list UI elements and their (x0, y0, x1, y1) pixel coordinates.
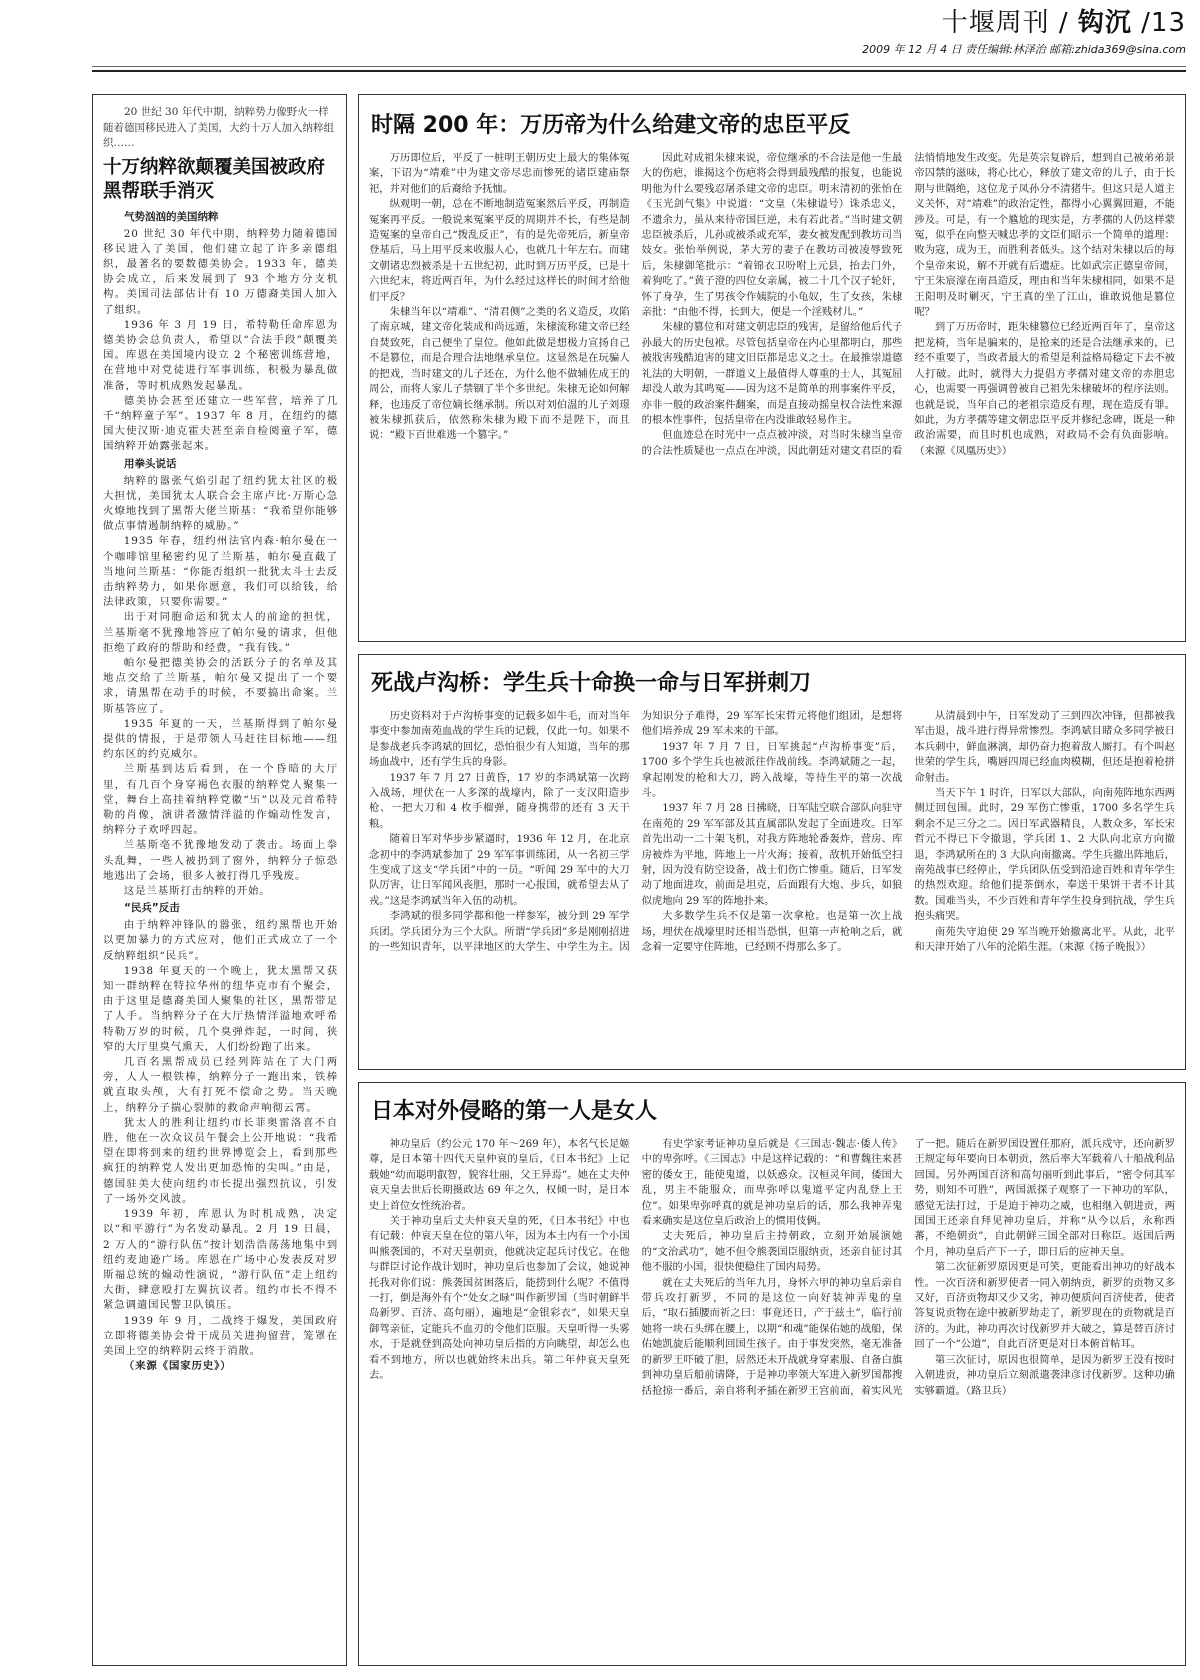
article-body (359, 1137, 1185, 1399)
paragraph: 到了万历帝时，距朱棣篡位已经近两百年了，皇帝这把龙椅，当年是骗来的，是抢来的还是合法继承来的，已经不重要了，当政者最大的希望是利益格局稳定下去不被人打破。此时，就得大力提倡方孝孺对建文帝的赤胆忠心，也需要一再强调曾被自己祖先朱棣破坏的程序法则。也就是说，当年自己的老祖宗造反有理，现在造反有罪。如此，为方孝孺等建文朝忠臣平反并修纪念碑，既是一种政治需要，而且时机也成熟，对政局不会有负面影响。（来源《凤凰历史》） (914, 321, 1175, 457)
paragraph: 随着日军对华步步紧逼时，1936 年 12 月，在北京念初中的李鸿斌参加了 29 军军事训练团，从一名初三学生变成了这支“学兵团”中的一员。“听闻 29 军中的大刀队厉害，让日军闻风丧胆，那时一心报国，就希望去从了戎。”这是李鸿斌当年入伍的动机。 (369, 833, 630, 907)
article-title: 时隔 200 年：万历帝为什么给建文帝的忠臣平反 (371, 113, 851, 138)
paragraph: 1937 年 7 月 7 日，日军挑起“卢沟桥事变”后，1700 多个学生兵也被派往作战前线。李鸿斌随之一起，拿起刚发的枪和大刀，跨入战壕，等待生平的第一次战斗。 (641, 740, 903, 800)
source-credit: （来源《国家历史》） (123, 1360, 232, 1373)
left-article (92, 94, 347, 1666)
paragraph: 1935 年夏的一天，兰基斯得到了帕尔曼提供的情报，于是带领人马赶往目标地——纽约东区的约克威尔。 (103, 717, 338, 761)
article-title: 死战卢沟桥：学生兵十命换一命与日军拼刺刀 (371, 671, 812, 696)
paragraph: 1939 年 9 月，二战终于爆发，美国政府立即将德美协会骨干成员关进拘留营，笼罩在美国上空的纳粹阴云终于消散。 (103, 1314, 338, 1357)
section-subheading: 用拳头说话 (124, 457, 177, 470)
paragraph: 1938 年夏天的一个晚上，犹太黑帮又获知一群纳粹在特拉华州的纽华克市有个聚会，由于这里是德裔美国人聚集的社区，黑帮带足了人手。当纳粹分子在大厅热情洋溢地欢呼希特勒万岁的时候，几个臭弹炸起，一时间，狭窄的大厅里臭气熏天，人们纷纷跑了出来。 (103, 964, 338, 1053)
paragraph: 大多数学生兵不仅是第一次拿枪。也是第一次上战场，埋伏在战壕里时还相当恐惧，但第一声枪响之后，就念着一定要守住阵地，已经顾不得那么多了。 (641, 910, 903, 954)
paragraph: 德美协会甚至还建立一些军营，培养了几千“纳粹童子军”。1937 年 8 月，在纽约的德国大使汉斯·迪克霍夫甚至亲自检阅童子军，德国纳粹开始露张起来。 (103, 394, 338, 453)
section-subheading: 气势汹汹的美国纳粹 (124, 210, 219, 223)
paragraph: 万历即位后，平反了一桩明王朝历史上最大的集体冤案，下诏为“靖难”中为建文帝尽忠而惨死的诸臣建庙祭祀，并对他们的后裔给予抚恤。 (369, 152, 630, 195)
paragraph: 李鸿斌的很多同学都和他一样参军，被分到 29 军学兵团。学兵团分为三个大队。所谓“学兵团”多是刚刚招进的一些知识青年，以平津地区的大学生、中学生为主。因为知识分子难得，29 军军长宋哲元将他们组团，是想将他们培养成 29 军未来的干部。 (369, 710, 903, 954)
header-rule (92, 66, 1186, 67)
article-jingu (358, 1082, 1186, 1666)
issue-meta: 2009 年 12 月 4 日 责任编辑:林泽治 邮箱:zhida369@sina.com (862, 43, 1186, 56)
paragraph: 犹太人的胜利让纽约市长菲奥雷洛喜不自胜，他在一次众议员午餐会上公开地说：“我希望在即将到来的纽约世界博览会上，看到那些疯狂的纳粹党人发出更加恐怖的尖叫。”由是，德国驻美大使向纽约市长提出强烈抗议，引发了一场外交风波。 (103, 1116, 338, 1205)
paragraph: 这是兰基斯打击纳粹的开始。 (123, 885, 271, 898)
paragraph: 1937 年 7 月 27 日黄昏，17 岁的李鸿斌第一次跨入战场，埋伏在一人多深的战壕内，除了一支汉阳造步枪、一把大刀和 4 枚手榴弹，随身携带的还有 3 天干粮。 (369, 771, 630, 830)
paragraph: 出于对同胞命运和犹太人的前途的担忧，兰基斯毫不犹豫地答应了帕尔曼的请求，但他拒绝了政府的帮助和经费，“我有钱。” (103, 611, 338, 654)
paragraph: 历史资料对于卢沟桥事变的记载多如牛毛，而对当年事变中参加南苑血战的学生兵的记载，仅此一句。如果不是参战老兵李鸿斌的回忆，恐怕很少有人知道，当年的那场血战中，还有学生兵的身影。 (369, 710, 630, 769)
paragraph: 神功皇后（约公元 170 年～269 年），本名气长足姬尊，是日本第十四代天皇仲哀的皇后，《日本书纪》上记载她“幼而聪明叡智，貌容壮丽，父王异焉”。她在丈夫仲哀天皇去世后长期摄政达 69 年之久，权倾一时，是日本史上首位女性统治者。 (369, 1138, 630, 1212)
paragraph: 几百名黑帮成员已经列阵站在了大门两旁，人人一根铁棒，纳粹分子一跑出来，铁棒就直取头颅，大有打死不偿命之势。当天晚上，纳粹分子揣心裂肺的救命声响彻云霄。 (103, 1056, 338, 1114)
paragraph: 帕尔曼把德美协会的活跃分子的名单及其地点交给了兰斯基，帕尔曼又提出了一个要求，请黑帮在动手的时候，不要搞出命案。兰斯基答应了。 (103, 656, 338, 715)
paragraph: 就在丈夫死后的当年九月，身怀六甲的神功皇后亲自带兵攻打新罗，不同的是这位一向好装神弄鬼的皇后，“取石插腰而祈之曰：事竟还日，产于兹土”，临行前她将一块石头绑在腰上，以期“和魂”能保佑她的战船，保佑她凯旋后能顺利回国生孩子。由于事发突然，毫无准备的新罗王吓破了胆，居然还未开战就身穿素服、自备白旗到神功皇后船前请降，于是神功率领大军进入新罗国都搜括抢掠一番后，亲自将利矛插在新罗王宫前面，着实风光了一把。随后在新罗国设置任那府，派兵戍守，还向新罗王规定每年要向日本朝贡，然后率大军载着八十船战利品回国。另外两国百济和高句丽听到此事后，“密令伺其军势，则知不可胜”，两国派探子观察了一下神功的军队，感觉无法打过，于是迫于神功之威，也相继入朝进贡，两国国王还亲自拜见神功皇后，并称“从今以后，永称西蕃，不绝朝贡”，自此朝鲜三国全部对日称臣。返国后两个月，神功皇后产下一子，即日后的应神天皇。 (641, 1138, 1175, 1397)
section-subheading: “民兵”反击 (124, 902, 180, 915)
paragraph: 有史学家考证神功皇后就是《三国志·魏志·倭人传》中的卑弥呼。《三国志》中是这样记载的：“和曹魏往来甚密的倭女王，能使鬼道，以妖惑众。汉桓灵年间，倭国大乱，男主不能服众，而卑弥呼以鬼道平定内乱登上王位”。如果卑弥呼真的就是神功皇后的话，那么我神弄鬼看来确实是这位皇后政治上的惯用伎俩。 (641, 1138, 903, 1228)
paragraph: 但血迹总在时光中一点点被冲淡，对当时朱棣当皇帝的合法性质疑也一点点在冲淡，因此朝廷对建文君臣的看法悄悄地发生改变。先是英宗复辟后，想到自己被弟弟景帝囚禁的滋味，将心比心，释放了建文帝的儿子，由于长期与世隔绝，这位龙子凤孙分不清猪牛。但这只是人道主义关怀，对“靖难”的政治定性，都得小心翼翼回避，不能涉及。可是，有一个尴尬的现实是，方孝孺的人仍这样蒙冤，似乎在向整天喊忠孝的文臣们昭示一个简单的道理：败为寇，成为王，而胜利者低头。这个结对朱棣以后的每个皇帝来说，解不开就有后遗症。比如武宗正德皇帝间，宁王朱宸濠在南昌造反，理由和当年朱棣相同，如果不是王阳明及时剿灭，宁王真的坐了江山，谁敢说他是篡位呢？ (641, 152, 1175, 457)
article-wanli (358, 94, 1186, 642)
paragraph: 1935 年春，纽约州法官内森·帕尔曼在一个咖啡馆里秘密约见了兰斯基，帕尔曼直截了当地问兰斯基：“你能否组织一批犹太斗士去反击纳粹势力，如果你愿意，我们可以给钱，给法律政策，只要你需要。” (103, 535, 338, 609)
header-rule-thick (92, 70, 1186, 72)
paragraph: 20 世纪 30 年代中期，纳粹势力随着德国移民进入了美国，他们建立起了许多亲德组织，最著名的要数德美协会。1933 年，德美协会成立，后来发展到了 93 个地方分支机构。美国司法部估计有 10 万德裔美国人加入了组织。 (103, 227, 338, 316)
left-article-title: 十万纳粹欲颠覆美国被政府黑帮联手消灭 (103, 156, 326, 202)
paragraph: 1936 年 3 月 19 日，希特勒任命库恩为德美协会总负责人，希望以“合法手段”颠覆美国。库恩在美国境内设立 2 个秘密训练营地，在营地中对党徒进行军事训练，积极为暴乱做准备，等时机成熟发起暴乱。 (103, 318, 338, 392)
paragraph: 丈夫死后，神功皇后主持朝政，立刻开始展演她的“文治武功”，她不但令熊袭国臣服纳贡，还亲自征讨其他不服的小国，很快便稳住了国内局势。 (641, 1230, 903, 1274)
article-lugouqiao (358, 654, 1186, 1070)
paragraph: 因此对成祖朱棣来说，帝位继承的不合法是他一生最大的伤疤，谁揭这个伤疤将会得到最残酷的报复，也能说明他为什么要残忍屠杀建文帝的忠臣。明末清初的张怡在《玉光剑气集》中说道：“文皇（朱棣谥号）诛杀忠义，不遗余力，虽从来待帝国巨逆，未有若此者。”当时建文朝忠臣被杀后，儿孙或被杀或充军，妻女被发配到教坊司当妓女。张怡举例说，茅大芳的妻子在教坊司被凌辱致死后，朱棣御笔批示：“着锦衣卫吩咐上元县，抬去门外，着狗吃了。”黄子澄的四位女亲属，被二十几个汉子轮奸，怀了身孕，生了男孩令作姨院的小龟奴，生了女孩，朱棣亲批：“由他不得，长到大，便是一个淫贱材儿。” (641, 152, 903, 319)
paragraph: 关于神功皇后丈夫仲哀天皇的死，《日本书纪》中也有记载：仲哀天皇在位的第八年，因为本土内有一个小国叫熊袭国的，不对天皇朝贡，他就决定起兵讨伐它。在他与群臣讨论作战计划时，神功皇后也参加了会议，她说神托我对你们说：熊袭国贫困落后，能捞到什么呢？不值得一打，倒是海外有个“处女之睩”叫作新罗国（当时朝鲜半岛新罗、百济、高句丽），遍地是“金银彩衣”，如果天皇御驾亲征，定能兵不血刃的令他们臣服。天皇听得一头雾水，于是就登到高处向神功皇后指的方向眺望，却怎么也看不到地方，所以也就始终未出兵。第二年仲哀天皇死去。 (369, 1215, 630, 1382)
paragraph: 1939 年初，库恩认为时机成熟，决定以“和平游行”为名发动暴乱。2 月 19 日晨，2 万人的“游行队伍”按计划浩浩荡荡地集中到纽约麦迪逊广场。库恩在广场中心发表反对罗斯福总统的煽动性演说，“游行队伍”走上纽约大街，肆意殴打左翼抗议者。纽约市长不得不紧急调遣国民警卫队镇压。 (103, 1208, 338, 1312)
paragraph: 兰斯基到达后看到，在一个昏暗的大厅里，有几百个身穿褐色衣服的纳粹党人聚集一堂，舞台上高挂着纳粹党徽“卐”以及元首希特勒的肖像，演讲者激情洋溢的作煽动性发言，纳粹分子欢呼四起。 (103, 763, 338, 837)
paragraph: 纳粹的嚣张气焰引起了纽约犹太社区的极大担忧，美国犹太人联合会主席卢比·万斯心急火燎地找到了黑帮大佬兰斯基：“我希望你能够做点事情遏制纳粹的威胁。” (103, 474, 338, 533)
paragraph: 第三次征讨，原因也很简单，是因为新罗王没有按时入朝进贡，神功皇后立刻派遣袭津彦讨伐新罗。这种功确实够霸道。（路卫兵） (914, 1353, 1175, 1397)
masthead (862, 8, 1186, 57)
paragraph: 从清晨到中午，日军发动了三到四次冲锋，但都被我军击退，战斗进行得异常惨烈。李鸿斌目睹众多同学被日本兵刺中，鲜血淋漓，却仍奋力抱着敌人厮打。有个叫赵世荣的学生兵，嘴唇四周已经血肉模糊，但还是抱着枪拼命射击。 (914, 710, 1175, 784)
article-title: 日本对外侵略的第一人是女人 (371, 1099, 658, 1124)
paragraph: 兰基斯亳不犹豫地发动了袭击。场面上拳头乱舞，一些人被扔到了窗外，纳粹分子惊恐地逃出了会场，很多人被打得几乎残废。 (103, 839, 338, 882)
article-body (359, 709, 1185, 956)
paragraph: 纵观明一朝，总在不断地制造冤案然后平反，再制造冤案再平反。一般说来冤案平反的周期并不长，有些是制造冤案的皇帝自己“拨乱反正”，有的是先帝死后，新皇帝登基后，马上用平反来收服人心，也就几十年左右。而建文朝诸忠烈被杀是十五世纪初，此时到万历平反，已是十六世纪末，将近两百年，为什么经过这样长的时间才给他们平反？ (369, 198, 630, 303)
paragraph: 南苑失守迫使 29 军当晚开始撤离北平。从此，北平和天津开始了八年的沦陷生涯。（来源《扬子晚报》） (914, 925, 1175, 954)
paragraph: 当天下午 1 时许，日军以大部队，向南苑阵地东西两侧迂回包围。此时，29 军伤亡惨重，1700 多名学生兵剩余不足三分之二。因日军武器精良，人数众多，军长宋哲元不得已下令撤退，学兵团 1、2 大队向北京方向撤退，李鸿斌所在的 3 大队向南撤离。学生兵撤出阵地后，南苑战事已经停止，学兵团队伍受到沿途百姓和青年学生的热烈欢迎。给他们提茶倒水，奉送干果饼干者不计其数。国难当头，不少百姓和青年学生投身到抗战，学生兵抱头痛哭。 (914, 787, 1175, 923)
publication-name: 十堰周刊 / (941, 8, 1078, 38)
paragraph: 朱棣当年以“靖难”、“清君侧”之类的名义造反，攻陷了南京城，建文帝化装成和尚远遁，朱棣流称建文帝已经自焚致死，自己便坐了皇位。他如此做是想极力宣扬自己不是篡位，而是合理合法地继承皇位。这显然是在玩骗人的把戏，当时建文的儿子还在，为什么他不做辅佐成王的周公，而将人家儿子禁锢了半个多世纪。朱棣无论如何解释，也违反了帝位嫡长继承制。所以对刘伯温的儿子刘璟被朱棣抓获后，依然称朱棣为殿下而不是陛下，而且说：“殿下百世难逃一个篡字。” (369, 306, 630, 442)
paragraph: 1937 年 7 月 28 日拂晓，日军陆空联合部队向驻守在南苑的 29 军军部及其直属部队发起了全面进攻。日军首先出动一二十架飞机，对我方阵地轮番轰炸，营房、库房被炸为平地，阵地上一片火海；接着，敌机开始低空扫射，因为没有防空设备，战士们伤亡惨重。随后，日军发动了地面进攻，前面是坦克，后面跟有大炮、步兵，如狼似虎地向 29 军的阵地扑来。 (641, 802, 903, 907)
section-name: 钩沉 (1077, 8, 1132, 38)
paragraph: 朱棣的篡位和对建文朝忠臣的残害，是留给他后代子孙最大的历史包袱。尽管包括皇帝在内心里都明白，那些被戕害残酷迫害的建文旧臣都是忠义之士。在最推崇道德礼法的大明朝，一群道义上最值得人尊重的士人，其冤屈却没人敢为其鸣冤——因为这不是简单的刑事案件平反，亦非一般的政治案件翻案，而是直接动摇皇权合法性来源的根本性事件，包括皇帝在内没谁敢轻易作主。 (641, 321, 903, 426)
masthead-brand (862, 8, 1186, 38)
paragraph: 由于纳粹冲锋队的嚣张，纽约黑帮也开始以更加暴力的方式应对，他们正式成立了一个反纳粹组织“民兵”。 (103, 919, 338, 962)
article-body (359, 151, 1185, 459)
left-article-body (103, 210, 338, 1375)
page-number: /13 (1131, 8, 1186, 38)
left-article-lead: 20 世纪 30 年代中期，纳粹势力像野火一样随着德国移民进入了美国，大约十万人加入纳粹组织…… (103, 106, 334, 149)
paragraph: 第二次征新罗原因更是可笑，更能看出神功的好战本性。一次百济和新罗使者一同入朝纳贡，新罗的贡物又多又好，百济贡物却又少又劣，神功便质问百济使者，使者答复说贡物在途中被新罗劫走了，新罗现在的贡物就是百济的。为此，神功再次讨伐新罗并大破之，算是替百济讨回了一个“公道”，自此百济更是对日本俯首帖耳。 (914, 1261, 1175, 1351)
